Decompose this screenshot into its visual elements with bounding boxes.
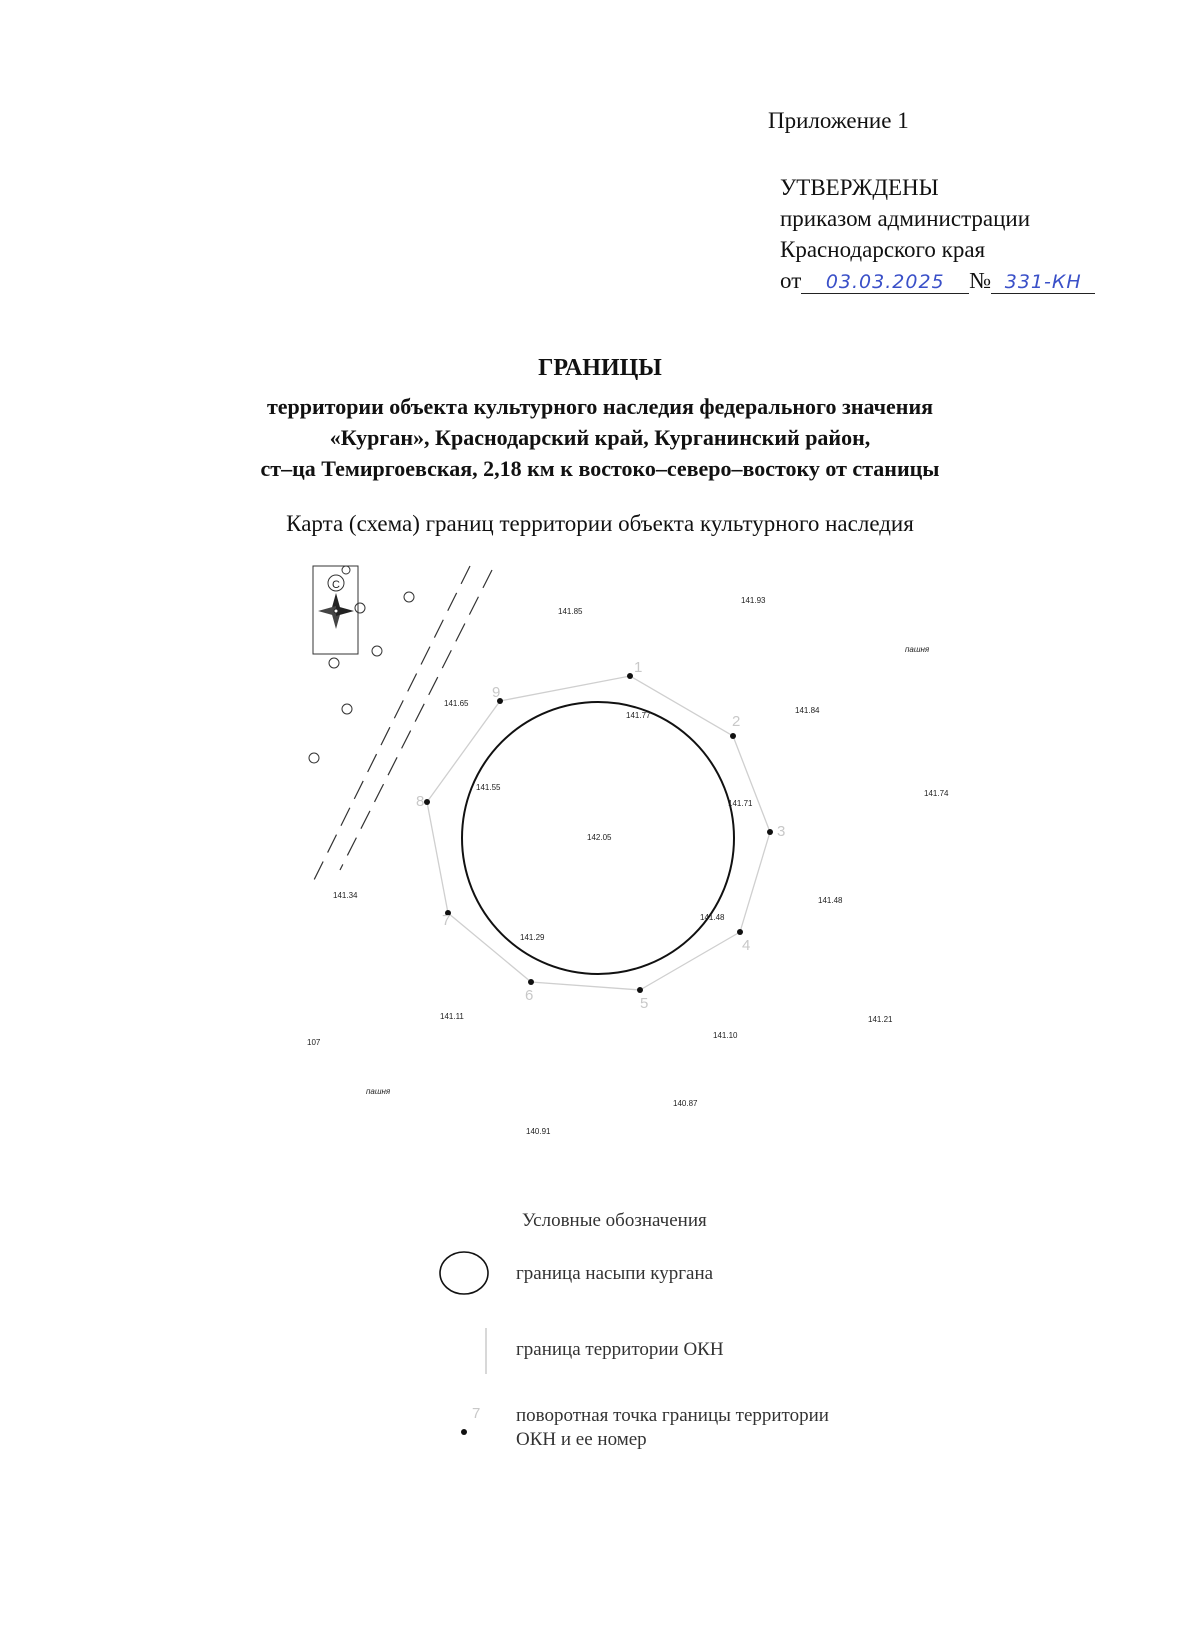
point-number: 6 bbox=[525, 987, 534, 1004]
number-prefix: № bbox=[969, 268, 992, 293]
document-heading: ГРАНИЦЫ bbox=[538, 355, 662, 381]
number-value: 331-КН bbox=[1004, 271, 1082, 293]
tree-symbols bbox=[309, 566, 414, 763]
title-line-3: ст–ца Темиргоевская, 2,18 км к востоко–северо–востоку от станицы bbox=[260, 456, 940, 481]
elevation-label: 141.10 bbox=[713, 1031, 738, 1040]
compass-letter: С bbox=[332, 579, 340, 591]
elevation-label: 141.34 bbox=[333, 891, 358, 900]
boundary-point bbox=[730, 733, 736, 739]
field-label: пашня bbox=[905, 645, 930, 654]
elevation-label: 141.48 bbox=[700, 913, 725, 922]
elevation-label: 141.29 bbox=[520, 933, 545, 942]
point-number: 9 bbox=[492, 684, 501, 701]
elevation-label: 141.74 bbox=[924, 789, 949, 798]
elevation-label: 140.91 bbox=[526, 1127, 551, 1136]
boundary-point bbox=[637, 987, 643, 993]
appendix-label: Приложение 1 bbox=[768, 108, 909, 133]
approved-line-3: Краснодарского края bbox=[780, 237, 986, 262]
point-number: 5 bbox=[640, 995, 649, 1012]
legend-mound-label: граница насыпи кургана bbox=[516, 1263, 714, 1284]
circle-icon bbox=[437, 1249, 491, 1297]
elevation-label: 107 bbox=[307, 1038, 321, 1047]
boundary-line-icon bbox=[482, 1326, 490, 1376]
date-prefix: от bbox=[780, 268, 802, 293]
legend-point-number: 7 bbox=[472, 1405, 481, 1422]
legend-title: Условные обозначения bbox=[522, 1210, 707, 1231]
point-number: 3 bbox=[777, 823, 786, 840]
field-label: пашня bbox=[366, 1087, 391, 1096]
elevation-label: 141.11 bbox=[440, 1012, 464, 1021]
title-line-1: территории объекта культурного наследия федерального значения bbox=[266, 394, 934, 419]
legend-point-label: поворотная точка границы территории ОКН и ее номер bbox=[516, 1405, 829, 1450]
title-line-2: «Курган», Краснодарский край, Курганинский район, bbox=[329, 425, 871, 450]
point-number: 7 bbox=[442, 912, 451, 929]
compass-rose-icon bbox=[313, 566, 358, 654]
point-number: 8 bbox=[416, 793, 425, 810]
elevation-label: 141.77 bbox=[626, 711, 651, 720]
date-value: 03.03.2025 bbox=[825, 271, 945, 293]
elevation-label: 141.71 bbox=[728, 799, 753, 808]
elevation-label: 141.85 bbox=[558, 607, 583, 616]
point-number: 4 bbox=[742, 937, 751, 954]
approved-line-2: приказом администрации bbox=[780, 206, 1031, 231]
boundary-point bbox=[767, 829, 773, 835]
elevation-label: 141.21 bbox=[868, 1015, 893, 1024]
elevation-label: 142.05 bbox=[587, 833, 612, 842]
boundary-point bbox=[627, 673, 633, 679]
point-number: 1 bbox=[634, 659, 643, 676]
elevation-label: 141.84 bbox=[795, 706, 820, 715]
elevation-label: 141.65 bbox=[444, 699, 469, 708]
boundary-point bbox=[528, 979, 534, 985]
approved-line-1: УТВЕРЖДЕНЫ bbox=[780, 175, 939, 200]
elevation-label: 140.87 bbox=[673, 1099, 698, 1108]
boundary-point-icon bbox=[456, 1402, 486, 1442]
legend-boundary-label: граница территории ОКН bbox=[516, 1339, 724, 1360]
elevation-label: 141.48 bbox=[818, 896, 843, 905]
point-number: 2 bbox=[732, 713, 741, 730]
map-subtitle: Карта (схема) границ территории объекта культурного наследия bbox=[286, 511, 914, 536]
elevation-label: 141.93 bbox=[741, 596, 766, 605]
boundary-point bbox=[424, 799, 430, 805]
elevation-label: 141.55 bbox=[476, 783, 501, 792]
boundary-point bbox=[737, 929, 743, 935]
